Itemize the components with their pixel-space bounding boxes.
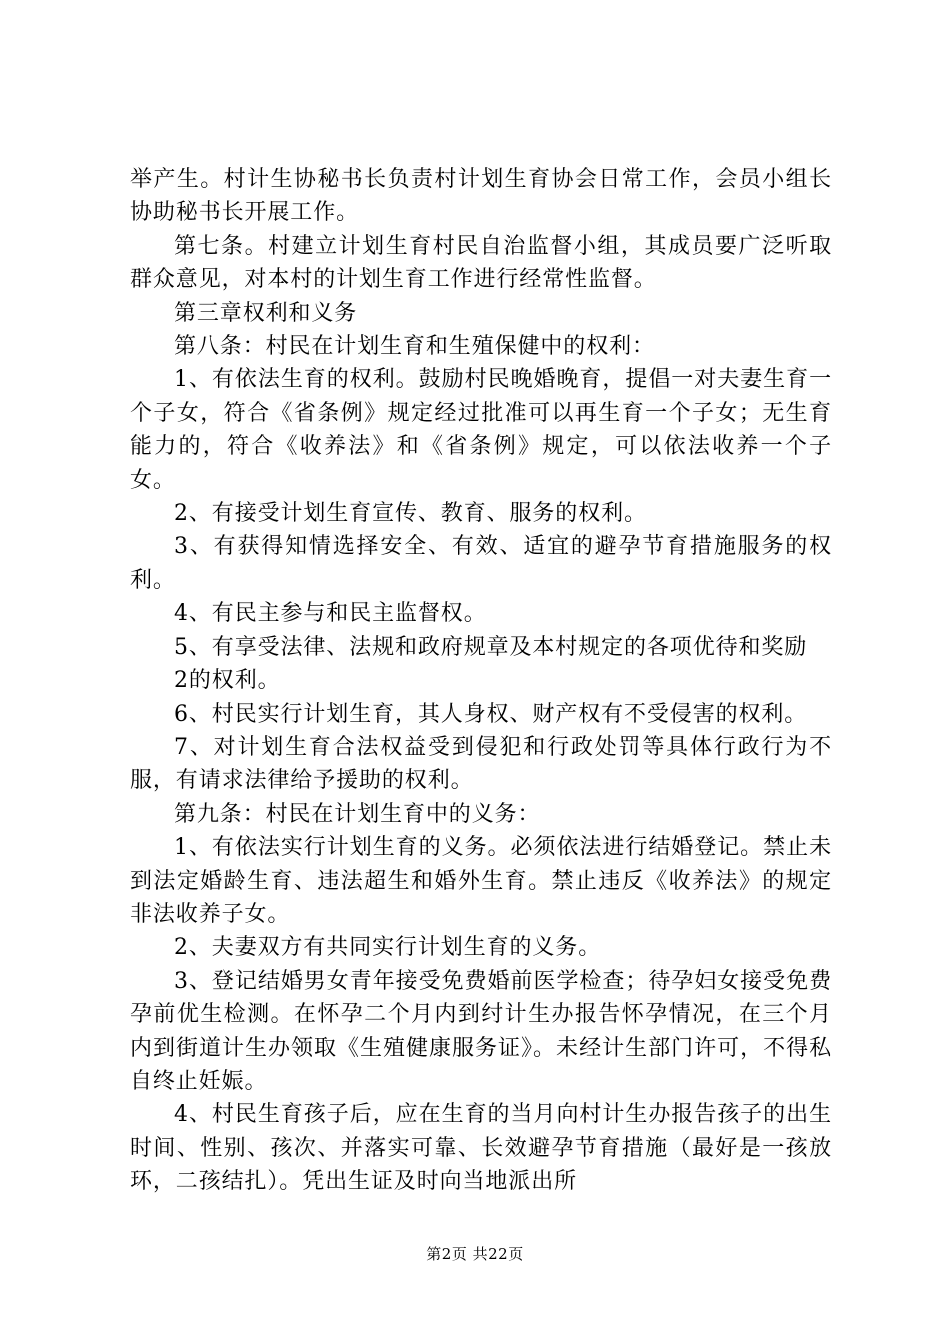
paragraph: 2、有接受计划生育宣传、教育、服务的权利。 <box>174 501 647 527</box>
paragraph: 第七条。村建立计划生育村民自治监督小组，其成员要广泛听取群众意见，对本村的计划生育工作进行经常性监督。 <box>130 233 832 293</box>
document-body <box>130 163 832 1199</box>
paragraph: 2的权利。 <box>174 668 281 694</box>
page-footer: 第2页 共22页 <box>426 1245 524 1263</box>
paragraph: 3、有获得知情选择安全、有效、适宜的避孕节育措施服务的权利。 <box>130 534 832 593</box>
paragraph: 1、有依法生育的权利。鼓励村民晚婚晚育，提倡一对夫妻生育一个子女，符合《省条例》规定经过批准可以再生育一个子女；无生育能力的，符合《收养法》和《省条例》规定，可以依法收养一个子女。 <box>130 367 832 493</box>
paragraph: 3、登记结婚男女青年接受免费婚前医学检查；待孕妇女接受免费孕前优生检测。在怀孕二个月内到纣计生办报告怀孕情况，在三个月内到街道计生办领取《生殖健康服务证》。未经计生部门许可，不得私自终止妊娠。 <box>130 968 832 1094</box>
paragraph: 5、有享受法律、法规和政府规章及本村规定的各项优待和奖励 <box>174 634 808 660</box>
paragraph: 第八条：村民在计划生育和生殖保健中的权利： <box>174 334 655 360</box>
paragraph: 第三章权利和义务 <box>174 300 358 326</box>
paragraph: 2、夫妻双方有共同实行计划生育的义务。 <box>174 935 602 961</box>
paragraph: 4、有民主参与和民主监督权。 <box>174 601 487 627</box>
paragraph: 6、村民实行计划生育，其人身权、财产权有不受侵害的权利。 <box>174 701 808 727</box>
paragraph: 7、对计划生育合法权益受到侵犯和行政处罚等具体行政行为不服，有请求法律给予援助的权利。 <box>130 734 832 794</box>
paragraph: 1、有依法实行计划生育的义务。必须依法进行结婚登记。禁止未到法定婚龄生育、违法超生和婚外生育。禁止违反《收养法》的规定非法收养子女。 <box>130 835 832 927</box>
paragraph: 第九条：村民在计划生育中的义务： <box>174 801 541 827</box>
paragraph: 举产生。村计生协秘书长负责村计划生育协会日常工作，会员小组长协助秘书长开展工作。 <box>130 167 832 226</box>
paragraph: 4、村民生育孩子后，应在生育的当月向村计生办报告孩子的出生时间、性别、孩次、并落实可靠、长效避孕节育措施（最好是一孩放环，二孩结扎）。凭出生证及时向当地派出所 <box>130 1102 832 1195</box>
